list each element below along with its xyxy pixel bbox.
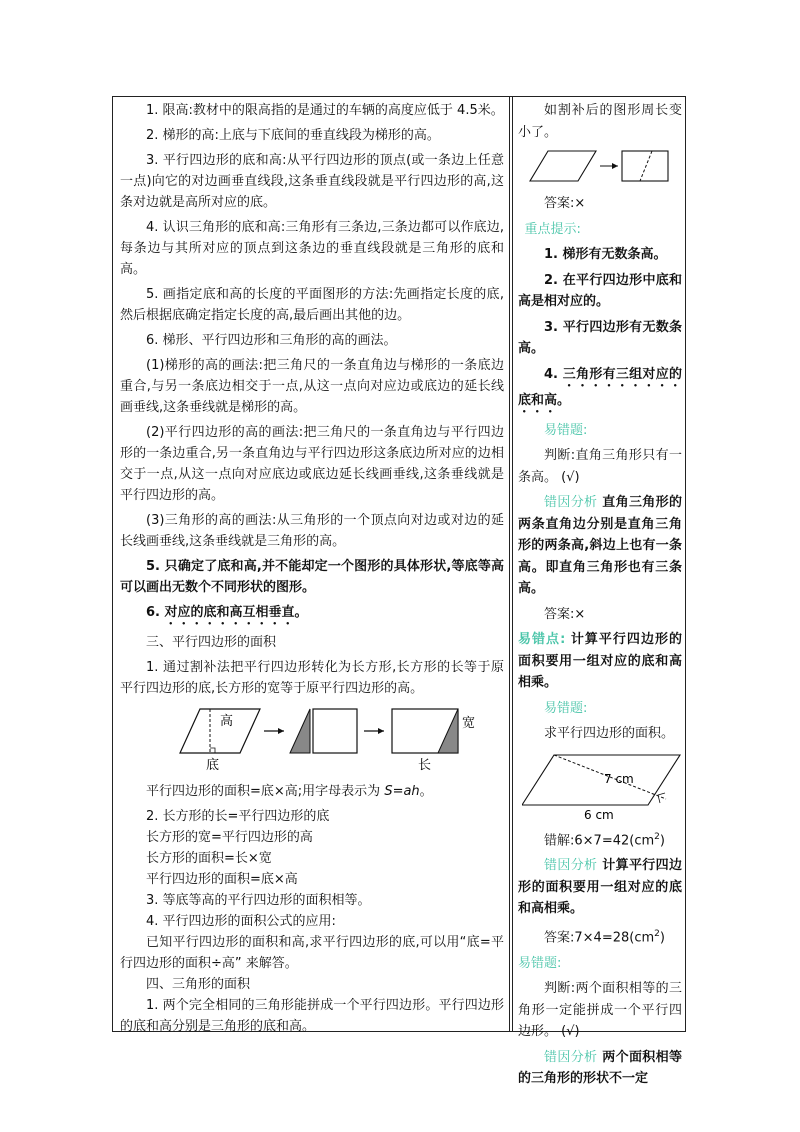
text: 两个面积相等的三角形的形状不一定	[518, 1049, 682, 1087]
paragraph: 长方形的面积=长×宽	[146, 851, 272, 866]
paragraph: (2)平行四边形的高的画法:把三角尺的一条直角边与平行四边形的一条边重合,另一条直角边与平行四边形这条底边所对应的边相交于一点,从这一点向对应底边或底边延长线画垂线,这条垂线就是平行四边形的高。	[120, 425, 504, 503]
answer: 答案:×	[544, 196, 586, 211]
error-heading: 易错题:	[518, 955, 562, 971]
left-column	[120, 100, 504, 1041]
parallelogram-area-figure	[522, 749, 682, 821]
text: 平行四边形的面积=底×高;用字母表示为	[146, 784, 385, 799]
text: 4.	[544, 366, 563, 382]
tip: 1. 梯形有无数条高。	[544, 247, 667, 262]
tip	[518, 364, 682, 416]
text: 错解:6×7=42(cm	[544, 832, 655, 848]
right-column	[518, 100, 682, 1094]
text: )	[659, 832, 665, 848]
height-label: 高	[220, 714, 234, 729]
analysis	[518, 492, 682, 600]
paragraph: 2. 长方形的长=平行四边形的底	[146, 809, 330, 824]
text: 答案:7×4=28(cm	[544, 930, 655, 946]
analysis-tag: 错因分析	[544, 495, 598, 510]
text: 。	[557, 392, 571, 408]
paragraph: 如割补后的图形周长变小了。	[518, 103, 682, 140]
text: )	[659, 930, 665, 946]
question: 求平行四边形的面积。	[544, 726, 675, 741]
emphasis-text: 的底和高	[518, 366, 682, 408]
error-point	[518, 629, 682, 694]
width-label: 宽	[462, 716, 476, 731]
paragraph: 已知平行四边形的面积和高,求平行四边形的底,可以用“底=平行四边形的面积÷高” 来解答。	[120, 935, 504, 971]
column-divider	[512, 96, 513, 1032]
error-heading: 易错题:	[544, 700, 588, 716]
formula: S=ah	[384, 784, 420, 799]
section-title: 三、平行四边形的面积	[146, 635, 277, 650]
paragraph: 1. 通过割补法把平行四边形转化为长方形,长方形的长等于原平行四边形的底,长方形的宽等于原平行四边形的高。	[120, 660, 504, 696]
paragraph: 3. 平行四边形的底和高:从平行四边形的顶点(或一条边上任意一点)向它的对边画垂直线段,这条垂直线段就是平行四边形的高,这条对边就是高所对应的底。	[120, 153, 504, 210]
text: 计算平行四边形的面积要用一组对应的底和高相乘。	[518, 632, 683, 690]
answer: 答案:×	[544, 606, 586, 622]
paragraph	[120, 781, 504, 802]
parallelogram-cut-figure	[522, 147, 672, 187]
paragraph: 3. 等底等高的平行四边形的面积相等。	[146, 893, 371, 908]
tip-heading: 重点提示:	[524, 221, 581, 237]
error-point-tag: 易错点:	[518, 632, 566, 647]
height-label: 7 cm	[604, 771, 634, 786]
analysis-tag: 错因分析	[544, 858, 598, 874]
error-heading: 易错题:	[544, 422, 588, 438]
text: 计算平行四边形的面积要用一组对应的底和高相乘。	[518, 858, 682, 917]
paragraph: 4. 认识三角形的底和高:三角形有三条边,三条边都可以作底边,每条边与其所对应的顶点到这条边的垂直线段就是三角形的底和高。	[120, 220, 504, 277]
paragraph: 6. 梯形、平行四边形和三角形的高的画法。	[146, 333, 397, 348]
paragraph: 2. 梯形的高:上底与下底间的垂直线段为梯形的高。	[146, 128, 440, 143]
base-label: 6 cm	[584, 807, 614, 821]
analysis	[518, 855, 682, 920]
emphasis-text: 对应的底和高互相垂直	[164, 605, 295, 620]
question: 判断:直角三角形只有一条高。 (√)	[518, 448, 682, 485]
question: 判断:两个面积相等的三角形一定能拼成一个平行四边形。 (√)	[518, 981, 682, 1040]
parallelogram-to-rectangle-figure	[172, 703, 482, 775]
paragraph	[120, 602, 504, 628]
text: 2	[654, 928, 660, 939]
paragraph: 1. 限高:教材中的限高指的是通过的车辆的高度应低于 4.5米。	[146, 103, 504, 118]
analysis	[518, 1047, 682, 1090]
analysis-tag: 错因分析	[544, 1049, 598, 1065]
text: 。	[419, 784, 433, 799]
paragraph: (1)梯形的高的画法:把三角尺的一条直角边与梯形的一条底边重合,与另一条底边相交于一点,从这一点向对应边或底边的延长线画垂线,这条垂线就是梯形的高。	[120, 358, 504, 415]
paragraph: (3)三角形的高的画法:从三角形的一个顶点向对边或对边的延长线画垂线,这条垂线就是三角形的高。	[120, 513, 504, 549]
wrong-solution	[518, 827, 682, 852]
paragraph: 平行四边形的面积=底×高	[146, 872, 298, 887]
tip: 3. 平行四边形有无数条高。	[518, 319, 682, 356]
paragraph: 5. 只确定了底和高,并不能却定一个图形的具体形状,等底等高可以画出无数个不同形状的图形。	[120, 559, 504, 595]
tip: 2. 在平行四边形中底和高是相对应的。	[518, 272, 682, 309]
paragraph: 4. 平行四边形的面积公式的应用:	[146, 914, 336, 929]
text: 。	[294, 605, 308, 620]
paragraph: 长方形的宽=平行四边形的高	[146, 830, 313, 845]
paragraph: 5. 画指定底和高的长度的平面图形的方法:先画指定长度的底,然后根据底确定指定长度的高,最后画出其他的边。	[120, 287, 504, 323]
base-label: 底	[206, 758, 220, 773]
section-title: 四、三角形的面积	[146, 977, 251, 992]
paragraph: 1. 两个完全相同的三角形能拼成一个平行四边形。平行四边形的底和高分别是三角形的底和高。	[120, 998, 504, 1034]
text: 6.	[146, 605, 165, 620]
answer	[518, 924, 682, 949]
text: 直角三角形的两条直角边分别是直角三角形的两条高,斜边上也有一条高。即直角三角形也有三条高。	[518, 495, 682, 596]
emphasis-text: 三角形有三组对应	[562, 366, 669, 382]
text: 2	[654, 831, 660, 842]
column-divider	[509, 96, 510, 1032]
length-label: 长	[418, 758, 432, 773]
